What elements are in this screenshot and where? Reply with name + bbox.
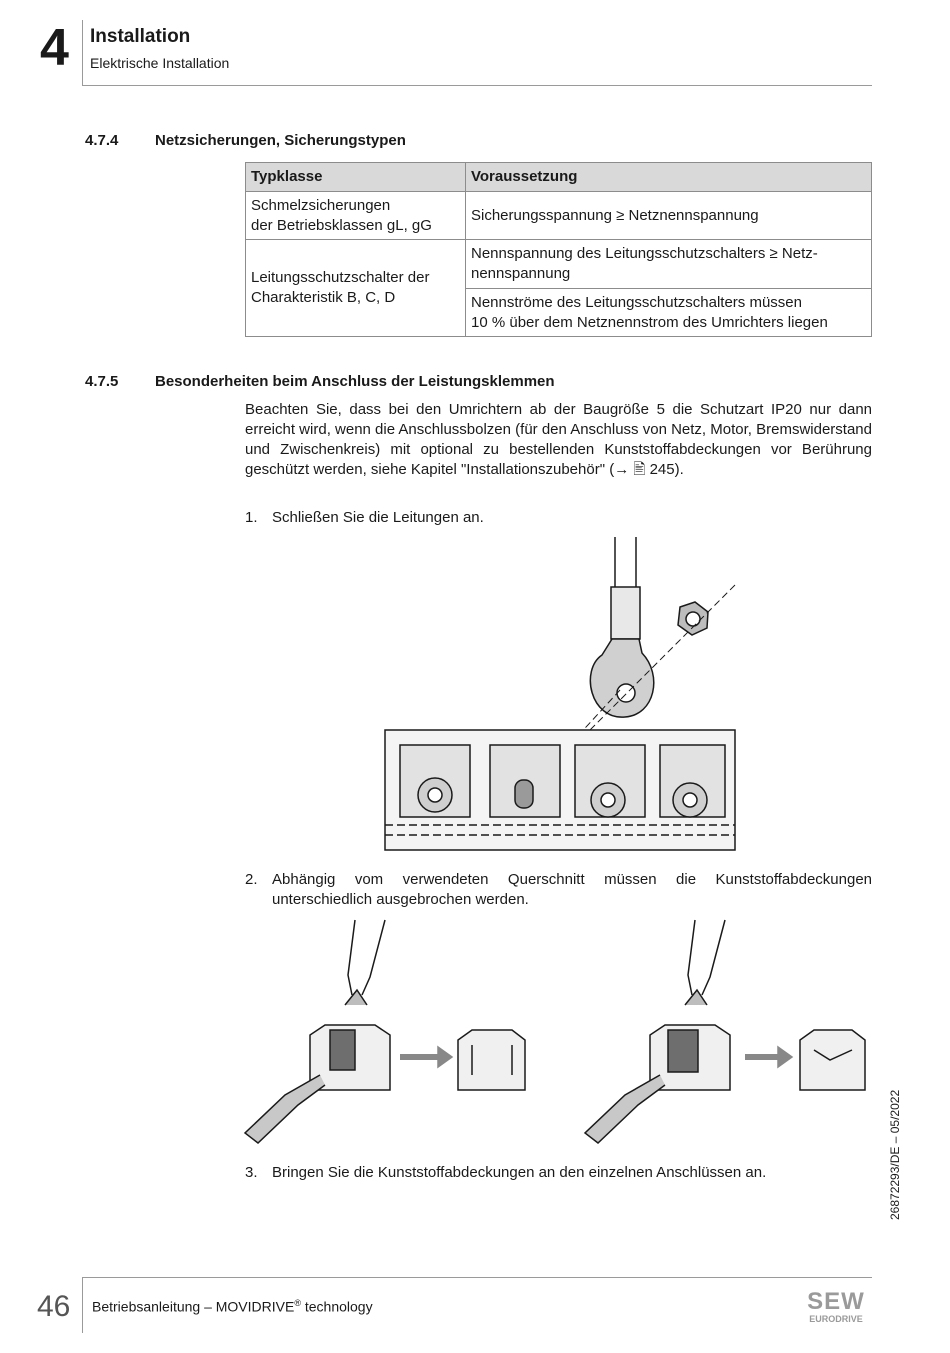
step-1 <box>245 508 872 528</box>
requirement-cell <box>466 240 872 289</box>
header-divider <box>82 20 83 86</box>
sew-eurodrive-logo <box>800 1290 872 1324</box>
footer-title <box>92 1298 373 1315</box>
column-header-type: Typklasse <box>246 163 466 192</box>
cell-line: 10 % über dem Netznennstrom des Umrichters liegen <box>471 313 828 331</box>
cell-line: nennspannung <box>471 265 571 282</box>
cell-line: der Betriebsklassen gL, gG <box>251 216 432 234</box>
step-text: Abhängig vom verwendeten Querschnitt müssen die Kunststoffabdeckungen unterschiedlich ausgebrochen werden. <box>272 871 872 908</box>
type-cell-fuses <box>246 192 466 240</box>
step-text: Bringen Sie die Kunststoffabdeckungen an den einzelnen Anschlüssen an. <box>272 1164 767 1181</box>
step-number: 2. <box>245 871 258 888</box>
column-header-requirement: Voraussetzung <box>466 163 872 192</box>
page-number: 46 <box>37 1290 71 1323</box>
section-number-475: 4.7.5 <box>85 373 119 390</box>
cell-line: Nennspannung des Leitungsschutzschalters ≥ Netz- <box>471 245 818 262</box>
logo-subtext: EURODRIVE <box>809 1314 863 1324</box>
table-header-row <box>246 163 872 192</box>
cover-breakout-illustration <box>240 915 880 1150</box>
step-number: 1. <box>245 509 258 526</box>
registered-mark: ® <box>294 1298 301 1308</box>
table-row <box>246 240 872 289</box>
logo-text: SEW <box>807 1288 865 1315</box>
chapter-title: Installation <box>90 26 191 47</box>
requirement-cell <box>466 289 872 337</box>
footer-text-main: Betriebsanleitung – MOVIDRIVE <box>92 1298 295 1315</box>
document-code: 26872293/DE – 05/2022 <box>888 1089 902 1220</box>
terminal-connection-illustration <box>380 535 740 855</box>
cell-line: Schmelzsicherungen <box>251 196 391 214</box>
footer-text-suffix: technology <box>300 1298 373 1315</box>
cell-line: Nennströme des Leitungsschutzschalters müssen <box>471 293 802 311</box>
body-paragraph: Beachten Sie, dass bei den Umrichtern ab der Baugröße 5 die Schutzart IP20 nur dann erreicht wird, wenn die Anschlussbolzen (für den Anschluss von Netz, Motor, Bremswiderstand und Zwischenkreis) mit optional zu bestellenden Kunststoffabdeckungen vor Berührung geschützt werden, siehe Kapitel "Installationszubehör" (→ 🖹 245). <box>245 401 872 478</box>
section-title-474: Netzsicherungen, Sicherungstypen <box>155 132 406 149</box>
table-row <box>246 192 872 240</box>
step-3 <box>245 1163 872 1183</box>
step-2 <box>245 870 872 910</box>
type-cell-circuit-breaker <box>246 240 466 337</box>
footer-rule <box>82 1277 872 1278</box>
cell-line: Charakteristik B, C, D <box>251 289 396 306</box>
cable <box>615 537 636 590</box>
header-rule <box>82 85 872 86</box>
step-text: Schließen Sie die Leitungen an. <box>272 509 484 526</box>
footer-divider <box>82 1277 83 1333</box>
chapter-number: 4 <box>40 19 69 77</box>
section-number-474: 4.7.4 <box>85 132 119 149</box>
section-title-475: Besonderheiten beim Anschluss der Leistungsklemmen <box>155 373 555 390</box>
cell-line: Leitungsschutzschalter der <box>251 269 430 286</box>
chapter-subtitle: Elektrische Installation <box>90 55 230 71</box>
step-number: 3. <box>245 1164 258 1181</box>
fuse-type-table <box>245 162 872 337</box>
requirement-cell: Sicherungsspannung ≥ Netznennspannung <box>466 192 872 240</box>
